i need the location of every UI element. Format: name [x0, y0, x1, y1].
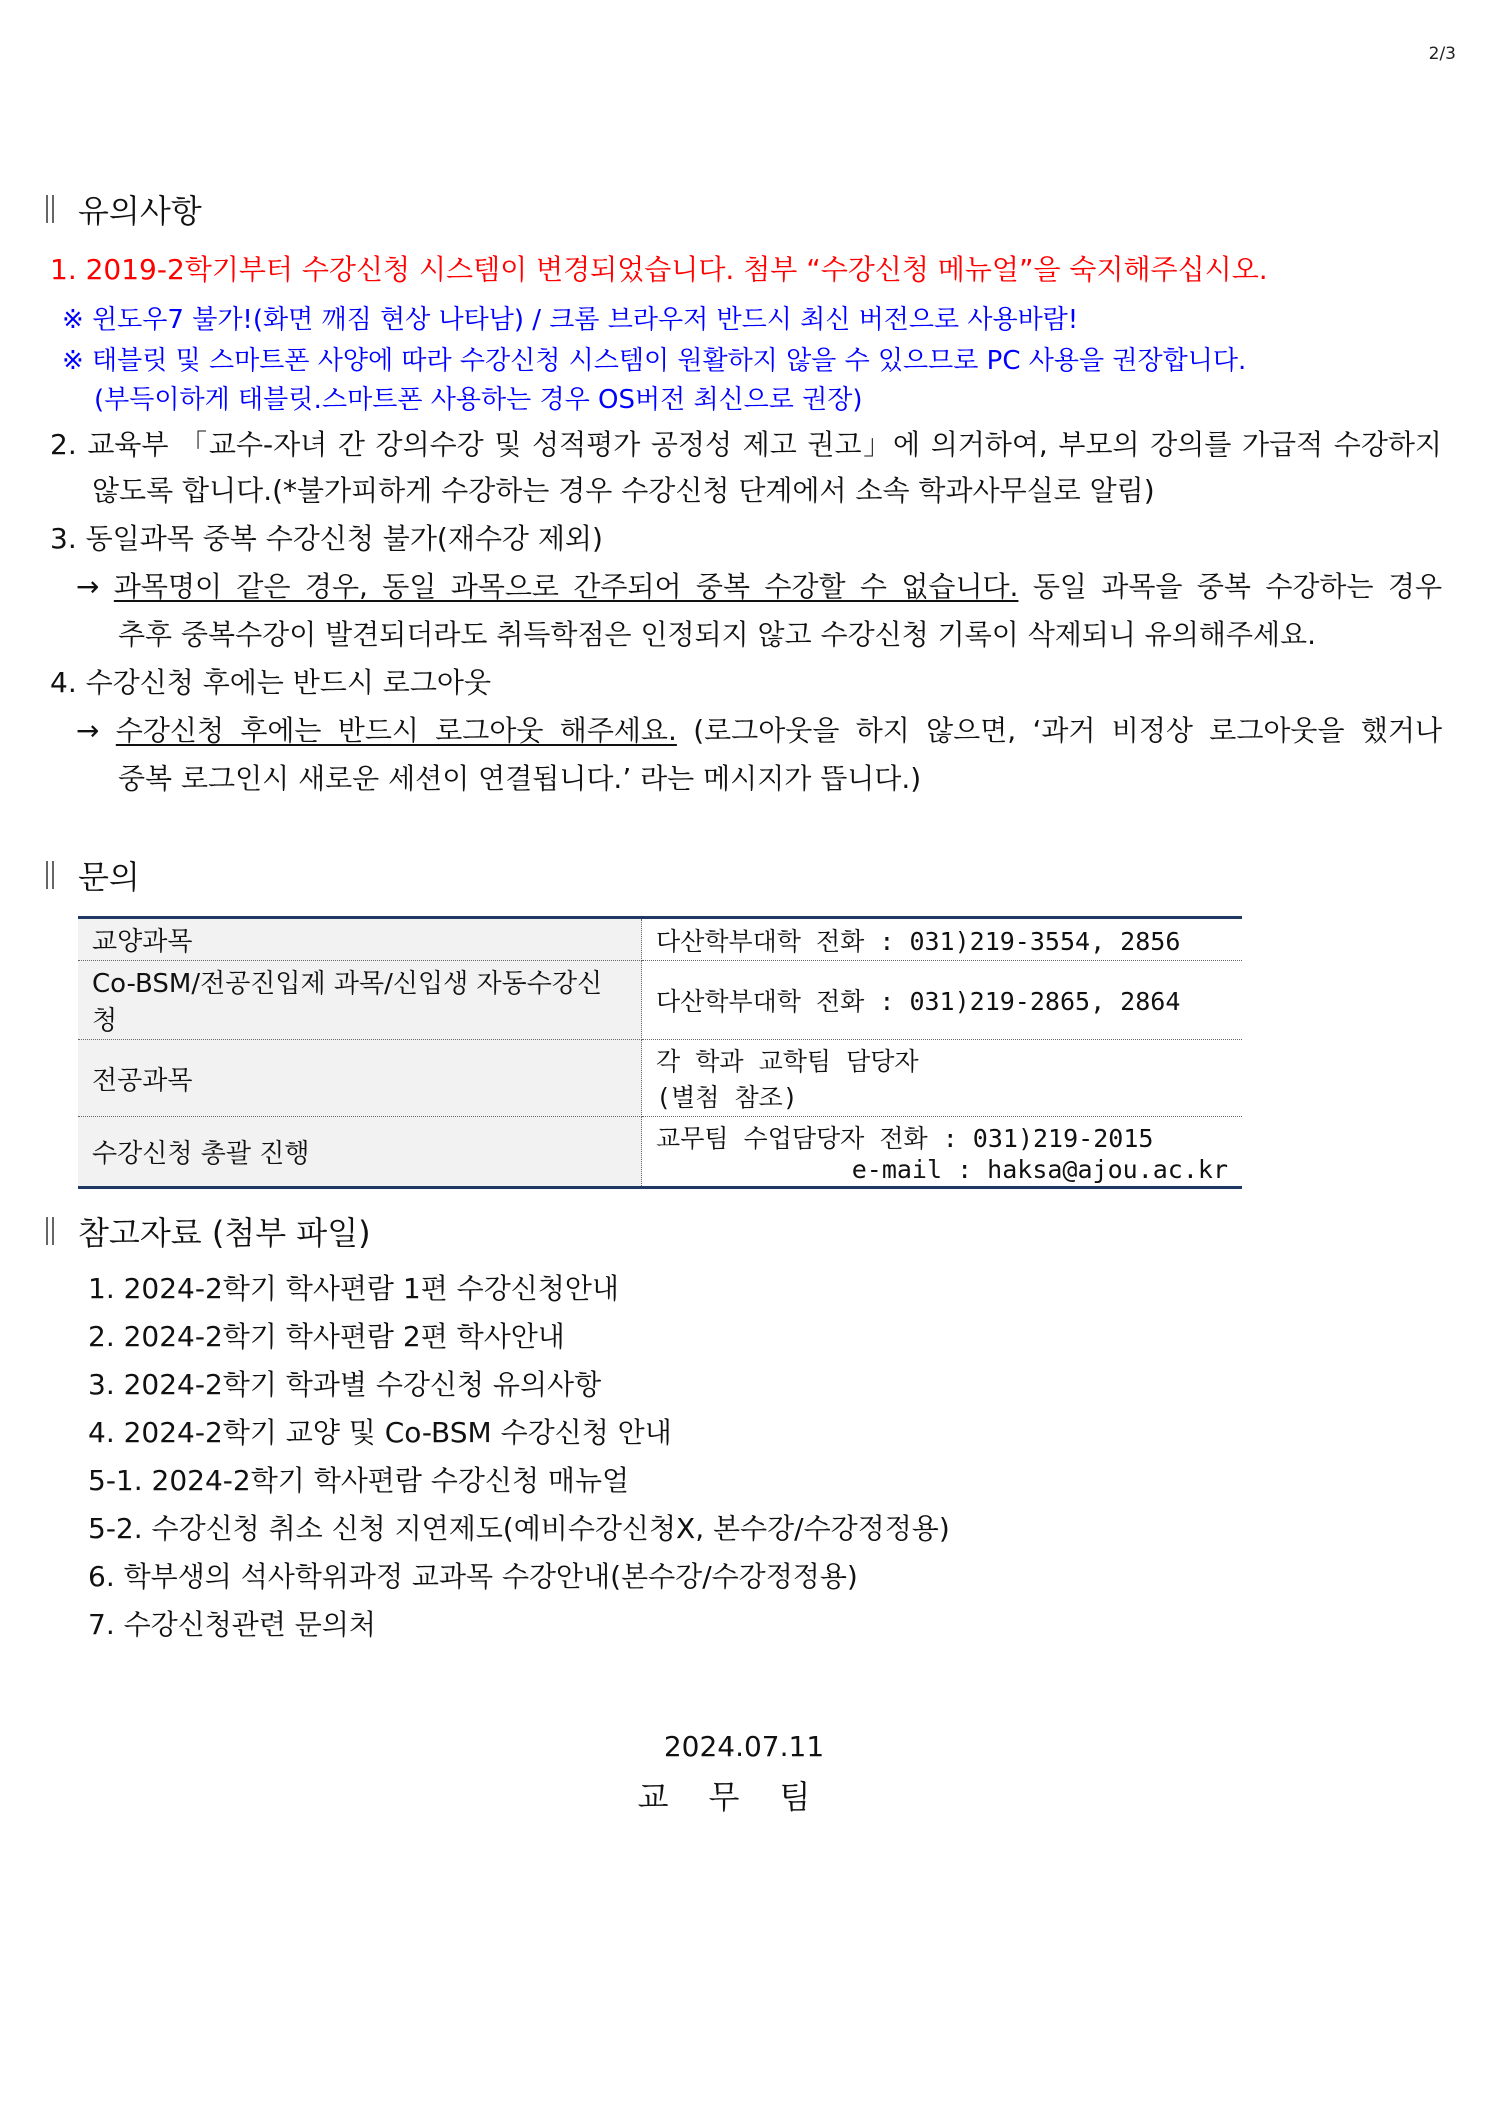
- notes-item-2-line-2: 않도록 합니다.(*불가피하게 수강하는 경우 수강신청 단계에서 소속 학과사무실로 알림): [92, 474, 1155, 507]
- notes-item-2-line-1: 2. 교육부 「교수-자녀 간 강의수강 및 성적평가 공정성 제고 권고」에 의거하여, 부모의 강의를 가급적 수강하지: [50, 428, 1442, 461]
- inquiry-section-title: [44, 852, 140, 898]
- inquiry-contact: 다산학부대학 전화 : 031)219-3554, 2856: [642, 918, 1242, 961]
- list-item: 4. 2024-2학기 교양 및 Co-BSM 수강신청 안내: [88, 1416, 672, 1449]
- table-row: [78, 918, 1242, 961]
- notes-item-4-line-2: 중복 로그인시 새로운 세션이 연결됩니다.’ 라는 메시지가 뜹니다.): [118, 762, 922, 795]
- notes-item-4-underlined: 수강신청 후에는 반드시 로그아웃 해주세요.: [115, 714, 677, 747]
- notes-item-4: 4. 수강신청 후에는 반드시 로그아웃: [50, 666, 491, 699]
- list-item: 7. 수강신청관련 문의처: [88, 1608, 376, 1641]
- list-item: 2. 2024-2학기 학사편람 2편 학사안내: [88, 1320, 565, 1353]
- list-item: 3. 2024-2학기 학과별 수강신청 유의사항: [88, 1368, 602, 1401]
- issuing-team: 교무팀: [637, 1778, 851, 1816]
- page-number: 2/3: [1428, 44, 1456, 64]
- notes-item-3-line-1: [76, 570, 1442, 604]
- table-row: [78, 961, 1242, 1040]
- inquiry-contact: 다산학부대학 전화 : 031)219-2865, 2864: [642, 961, 1242, 1040]
- inquiry-category: 수강신청 총괄 진행: [78, 1117, 642, 1188]
- inquiry-contact: [642, 1117, 1242, 1188]
- table-row: [78, 1040, 1242, 1117]
- list-item: 6. 학부생의 석사학위과정 교과목 수강안내(본수강/수강정정용): [88, 1560, 858, 1593]
- document-date: 2024.07.11: [663, 1730, 825, 1763]
- notes-sub-3: (부득이하게 태블릿․스마트폰 사용하는 경우 OS버전 최신으로 권장): [94, 385, 863, 415]
- arrow-icon: →: [76, 714, 100, 747]
- inquiry-category: Co-BSM/전공진입제 과목/신입생 자동수강신청: [78, 961, 642, 1040]
- inquiry-title: 문의: [78, 858, 140, 896]
- list-item: 5-1. 2024-2학기 학사편람 수강신청 매뉴얼: [88, 1464, 630, 1497]
- arrow-icon: →: [76, 570, 100, 603]
- notes-item-3-line-2: 추후 중복수강이 발견되더라도 취득학점은 인정되지 않고 수강신청 기록이 삭제되니 유의해주세요.: [118, 618, 1316, 651]
- inquiry-category: 전공과목: [78, 1040, 642, 1117]
- notes-item-3-underlined: 과목명이 같은 경우, 동일 과목으로 간주되어 중복 수강할 수 없습니다.: [113, 570, 1019, 603]
- inquiry-contact-line: e-mail : haksa@ajou.ac.kr: [656, 1155, 1228, 1184]
- notes-item-4-rest: (로그아웃을 하지 않으면, ‘과거 비정상 로그아웃을 했거나: [676, 714, 1442, 747]
- notes-item-3-rest: 동일 과목을 중복 수강하는 경우: [1018, 570, 1442, 603]
- notes-item-1: 1. 2019-2학기부터 수강신청 시스템이 변경되었습니다. 첨부 “수강신청 메뉴얼”을 숙지해주십시오.: [50, 253, 1268, 286]
- section-bar-icon: [44, 1217, 58, 1245]
- references-title: 참고자료 (첨부 파일): [78, 1214, 371, 1252]
- notes-item-3: 3. 동일과목 중복 수강신청 불가(재수강 제외): [50, 522, 603, 555]
- list-item: 1. 2024-2학기 학사편람 1편 수강신청안내: [88, 1272, 619, 1305]
- inquiry-contact-line: 각 학과 교학팀 담당자: [656, 1047, 919, 1076]
- notes-section-title: [44, 186, 202, 232]
- inquiry-contact-line: (별첨 참조): [656, 1083, 798, 1112]
- inquiry-contact: [642, 1040, 1242, 1117]
- table-row: [78, 1117, 1242, 1188]
- section-bar-icon: [44, 195, 58, 223]
- notes-sub-2: ※ 태블릿 및 스마트폰 사양에 따라 수강신청 시스템이 원활하지 않을 수 있으므로 PC 사용을 권장합니다.: [62, 346, 1247, 376]
- inquiry-category: 교양과목: [78, 918, 642, 961]
- notes-item-4-line-1: [76, 714, 1442, 748]
- notes-title: 유의사항: [78, 192, 202, 230]
- section-bar-icon: [44, 861, 58, 889]
- inquiry-contact-line: 교무팀 수업담당자 전화 : 031)219-2015: [656, 1124, 1154, 1153]
- list-item: 5-2. 수강신청 취소 신청 지연제도(예비수강신청X, 본수강/수강정정용): [88, 1512, 950, 1545]
- notes-sub-1: ※ 윈도우7 불가!(화면 깨짐 현상 나타남) / 크롬 브라우저 반드시 최신 버전으로 사용바람!: [62, 305, 1079, 335]
- references-section-title: [44, 1208, 371, 1254]
- inquiry-table: [78, 916, 1242, 1189]
